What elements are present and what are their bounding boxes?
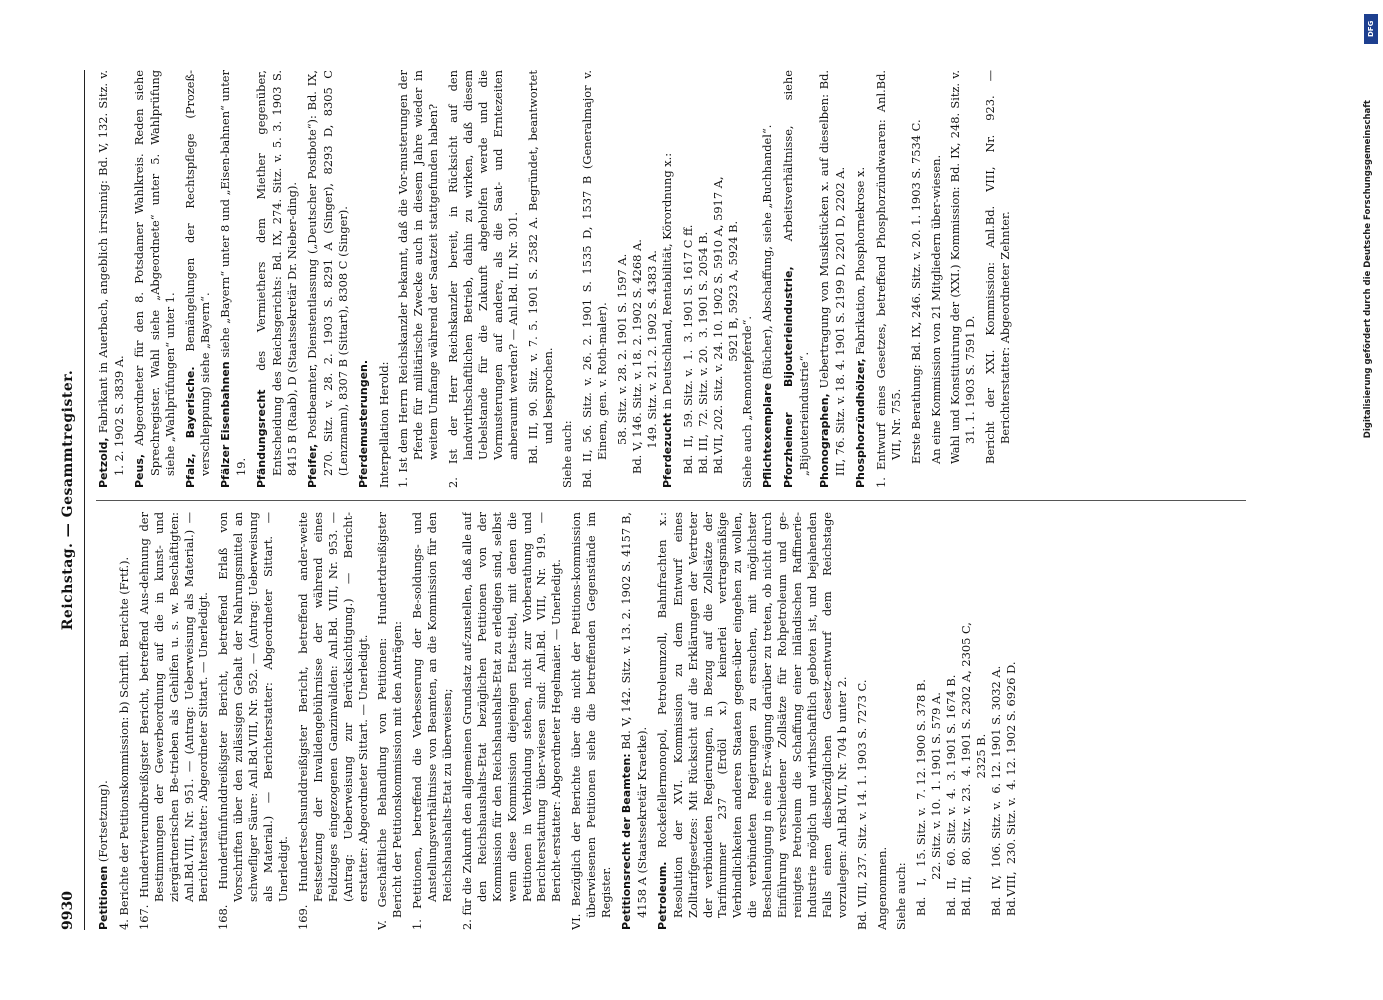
- entry-text: des Vermiethers dem Miether gegenüber, Entscheidung des Reichsgerichts: Bd. IX, 274. Sitz. v. 5. 3. 1903 S. 8415 B (Raab), D (Staatssekretär Dr. Nieber-ding).: [254, 70, 299, 476]
- register-entry: [254, 70, 300, 488]
- entry-heading: Pflichtexemplare: [761, 382, 775, 488]
- entry-text: Bemängelungen der Rechtspflege (Prozeß-verschleppung) siehe „Bayern“.: [182, 70, 213, 476]
- right-column: [96, 70, 1276, 488]
- entry-heading: Phosphorzündhölzer,: [853, 358, 867, 488]
- register-entry: [356, 70, 372, 488]
- entry-heading: Pfändungsrecht: [255, 389, 269, 488]
- entry-text: (Bücher), Abschaffung, siehe „Buchhandel“.: [760, 124, 775, 383]
- register-entry: [183, 70, 214, 488]
- entry-subitem: Siehe auch:: [894, 862, 909, 930]
- dfg-logo: DFG: [1364, 14, 1378, 44]
- entry-heading: Peus,: [132, 453, 146, 488]
- reference-line: 5921 B, 5923 A, 5924 B.: [725, 220, 740, 474]
- entry-text: Fabrikant in Auerbach, angeblich irrsinnig: Bd. V, 132. Sitz. v. 1. 2. 1902 S. 3839 A.: [96, 70, 126, 476]
- register-entry: [305, 70, 351, 488]
- reference-line: 58. Sitz. v. 28. 2. 1901 S. 1597 A.: [615, 253, 630, 474]
- entry-subitem: Erste Berathung: Bd. IX, 246. Sitz. v. 20. 1. 1903 S. 7534 C.: [908, 119, 923, 464]
- entry-heading: Petitionen: [97, 865, 110, 930]
- entry-subitem: Bd. III, 90. Sitz. v. 7. 5. 1901 S. 2582 A. Begründet, beantwortet und besprochen.: [525, 70, 555, 464]
- register-entry: [132, 70, 178, 488]
- register-entry: [655, 512, 850, 930]
- register-entry: [781, 70, 812, 488]
- reference-line: Bd.VIII, 230. Sitz. v. 4. 12. 1902 S. 6926 D.: [1003, 661, 1018, 916]
- register-entry: [660, 70, 676, 488]
- register-entry: [96, 512, 112, 930]
- reference-line: 149. Sitz. v. 21. 2. 1902 S. 4383 A.: [645, 250, 659, 474]
- register-entry: [853, 70, 869, 488]
- entry-heading: Phonographen,: [818, 393, 832, 488]
- reference-line: Bd.VII, 202. Sitz. v. 24. 10. 1902 S. 5910 A, 5917 A,: [710, 176, 725, 474]
- page-number: 9930: [60, 891, 76, 930]
- entry-heading: Pfeifer,: [305, 443, 319, 488]
- entry-text: Fabrikation, Phosphornekrose x.: [852, 166, 867, 359]
- entry-subitem: Angenommen.: [874, 846, 889, 930]
- entry-heading: Pferdezucht: [660, 413, 674, 488]
- entry-text: in Deutschland, Rentabilität, Körordnung x.:: [659, 152, 674, 414]
- entry-text: Bd. V, 142. Sitz. v. 13. 2. 1902 S. 4157 B, 4158 A (Staatssekretär Kraetke).: [619, 512, 649, 918]
- entry-subitem: 1. Petitionen, betreffend die Verbesserung der Be-soldungs- und Anstellungsverhältnisse von Beamten, an die Kommission für den Reichshaushalts-Etat zu überweisen;: [410, 512, 455, 930]
- entry-subitem: An eine Kommission von 21 Mitgliedern über-wiesen.: [928, 154, 943, 464]
- entry-text: Arbeitsverhältnisse, siehe „Bijouterieindustrie“.: [781, 70, 812, 476]
- reference-line: Bd. III, 80. Sitz. v. 23. 4. 1901 S. 2302 A, 2305 C,: [959, 622, 974, 916]
- entry-subitem: Siehe auch „Remontepferde“.: [740, 315, 755, 488]
- column-divider: [96, 500, 1246, 501]
- entry-subitem: 168. Hundertfünfunddreißigster Bericht, betreffend Erlaß von Vorschriften über den zulässigen Gehalt der Nahrungsmittel an schwefliger Säure: Anl.Bd.VIII, Nr. 952. — (Antrag: Ueberweisung als Material.) — Berichterstatter: Abgeordneter Sittart. — Unerledigt.: [216, 512, 290, 930]
- reference-line: Bd. V, 146. Sitz. v. 18. 2. 1902 S. 4268 A.: [630, 239, 645, 474]
- reference-line: Bd. II, 59. Sitz. v. 1. 3. 1901 S. 1617 C ff.: [680, 224, 695, 474]
- entry-subitem: 169. Hundertsechsunddreißigster Bericht, betreffend ander-weite Festsetzung der Invalidengebührnisse der während eines Feldzuges eingezogenen Ganzinvaliden: Anl.Bd. VIII, Nr. 953. — (Antrag: Ueberweisung zur Berücksichtigung.) — Bericht-erstatter: Abgeordneter Sittart. — Unerledigt.: [295, 512, 370, 930]
- entry-subitem: 4. Berichte der Petitionskommission: b) Schriftl. Berichte (Frtf.).: [116, 556, 131, 930]
- entry-subitem: Wahl und Konstituirung der (XXI.) Kommission: Bd. IX, 248. Sitz. v. 31. 1. 1903 S. 7591 D.: [948, 70, 978, 464]
- entry-heading: Pforzheimer Bijouterieindustrie,: [782, 266, 796, 488]
- reference-line: Bd. II, 60. Sitz. v. 4. 3. 1901 S. 1674 B.: [944, 674, 959, 916]
- reference-line: 22. Sitz. v. 10. 1. 1901 S. 579 A.: [929, 692, 944, 916]
- entry-heading: Petroleum.: [655, 861, 669, 930]
- entry-heading: Petzold,: [97, 437, 110, 488]
- reference-line: Bd. III, 72. Sitz. v. 20. 3. 1901 S. 2054 B.: [695, 231, 710, 474]
- entry-heading: Petitionsrecht der Beamten:: [620, 753, 633, 930]
- entry-heading: Pfalz, Bayerische.: [183, 366, 197, 488]
- digitization-credit: Digitalisierung gefördert durch die Deutsche Forschungsgemeinschaft: [1363, 100, 1373, 439]
- entry-subitem: Bericht der XXI. Kommission: Anl.Bd. VIII, Nr. 923. — Berichterstatter: Abgeordneter Zehnter.: [983, 70, 1013, 464]
- entry-text: (Fortsetzung).: [96, 780, 110, 866]
- entry-heading: Pferdemusterungen.: [356, 359, 370, 488]
- entry-subitem: 2. Ist der Herr Reichskanzler bereit, in Rücksicht auf den landwirthschaftlichen Betrieb, dahin zu wirken, daß diesem Uebelstande für die Zukunft abgeholfen werde und die Vormusterungen auf andere, als die Saat- und Erntezeiten anberaumt werden? — Anl.Bd. III, Nr. 301.: [446, 70, 520, 488]
- register-entry: [218, 70, 249, 488]
- entry-subitem: V. Geschäftliche Behandlung von Petitionen: Hundertdreißigster Bericht der Petitionskommission mit den Anträgen:: [375, 512, 405, 930]
- left-column: [96, 512, 1276, 930]
- entry-text: Postbeamter, Dienstentlassung („Deutscher Postbote“): Bd. IX, 270. Sitz. v. 28. 2. 1903 S. 8291 A (Singer), 8293 D, 8305 C (Lenzmann), 8307 B (Sittart), 8308 C (Singer).: [304, 70, 350, 476]
- header-rule: [84, 70, 85, 930]
- reference-line: 2325 B.: [973, 733, 988, 916]
- register-entry: [817, 70, 848, 488]
- entry-subitem: 2. für die Zukunft den allgemeinen Grundsatz auf-zustellen, daß alle auf den Reichshaushalts-Etat bezüglichen Petitionen von der Kommission für den Reichshaushalts-Etat zu erledigen sind, selbst wenn diese Kommission diejenigen Etats-titel, mit denen die Petitionen in Verbindung stehen, nicht zur Vorberathung und Berichterstattung über-wiesen sind: Anl.Bd. VIII, Nr. 919. — Bericht-erstatter: Abgeordneter Hegelmaier. — Unerledigt.: [459, 512, 564, 930]
- reference-line: Bd. I, 15. Sitz. v. 7. 12. 1900 S. 378 B.: [914, 679, 929, 916]
- running-title: Reichstag. — Gesammtregister.: [60, 369, 76, 631]
- register-entry: [760, 70, 776, 488]
- entry-subitem: Bd. VIII, 237. Sitz. v. 14. 1. 1903 S. 7273 C.: [854, 679, 869, 930]
- register-entry: [96, 70, 127, 488]
- entry-subitem: Bd. II, 56. Sitz. v. 26. 2. 1901 S. 1535 D, 1537 B (Generalmajor v. Einem, gen. v. Roth-maler).: [580, 70, 610, 488]
- entry-subitem: 1. Entwurf eines Gesetzes, betreffend Phosphorzündwaaren: Anl.Bd. VII, Nr. 755.: [873, 70, 903, 488]
- entry-subitem: VI. Bezüglich der Berichte über die nicht der Petitions-kommission überwiesenen Petitionen siehe die betreffenden Gegenstände im Register.: [569, 512, 614, 930]
- entry-subitem: Siehe auch:: [560, 420, 575, 488]
- page-header: [60, 70, 82, 930]
- entry-text: Uebertragung von Musikstücken x. auf dieselben: Bd. III, 76. Sitz. v. 18. 4. 1901 S. 2199 D, 2201 D, 2202 A.: [817, 70, 847, 476]
- entry-heading: Pfälzer Eisenbahnen: [219, 361, 233, 488]
- entry-text: siehe „Bayern“ unter 8 und „Eisen-bahnen“ unter 19.: [218, 70, 249, 476]
- entry-subitem: Interpellation Herold:: [376, 361, 391, 488]
- entry-text: Rockefellermonopol, Petroleumzoll, Bahnfrachten x.: Resolution der XVI. Kommission zu dem Entwurf eines Zolltarifgesetzes: Mit Rücksicht auf die Erklärungen der Vertreter der verbündeten Regierungen, in Bezug auf die Zollsätze der Tarifnummer 237 (Erdöl x.) keinerlei vertragsmäßige Verbindlichkeiten anderen Staaten gegen-über eingehen zu wollen, die verbündeten Regierungen zu ersuchen, mit möglichster Beschleunigung in eine Er-wägung darüber zu treten, ob nicht durch Einführung verschiedener Zollsätze für Rohpetroleum und ge-reinigtes Petroleum die Schaffung einer inländischen Raffinerie-Industrie möglich und wirthschaftlich geboten ist, und bejahenden Falls einen diesbezüglichen Gesetz-entwurf dem Reichstage vorzulegen: Anl.Bd.VII, Nr. 704 b unter 2.: [654, 512, 849, 918]
- entry-subitem: 1. Ist dem Herrn Reichskanzler bekannt, daß die Vor-musterungen der Pferde für militärische Zwecke auch in diesem Jahre wieder in weitem Umfange während der Saatzeit stattgefunden haben?: [396, 70, 441, 488]
- register-entry: [619, 512, 650, 930]
- entry-text: Abgeordneter für den 8. Potsdamer Wahlkreis. Reden siehe Sprechregister. Wahl siehe „Abgeordnete“ unter 5. Wahlprüfung siehe „Wahlprüfungen“ unter 1.: [131, 70, 177, 476]
- reference-line: Bd. IV, 106. Sitz. v. 6. 12. 1901 S. 3032 A.: [988, 665, 1003, 916]
- entry-subitem: 167. Hundertvierundbreißigster Bericht, betreffend Aus-dehnung der Bestimmungen der Gewerbeordnung auf die in kunst- und ziergärtnerischen Be-trieben als Gehilfen u. s. w. Beschäftigten: Anl.Bd.VIII, Nr. 951. — (Antrag: Ueberweisung als Material.) — Berichterstatter: Abgeordneter Sittart. — Unerledigt.: [136, 512, 211, 930]
